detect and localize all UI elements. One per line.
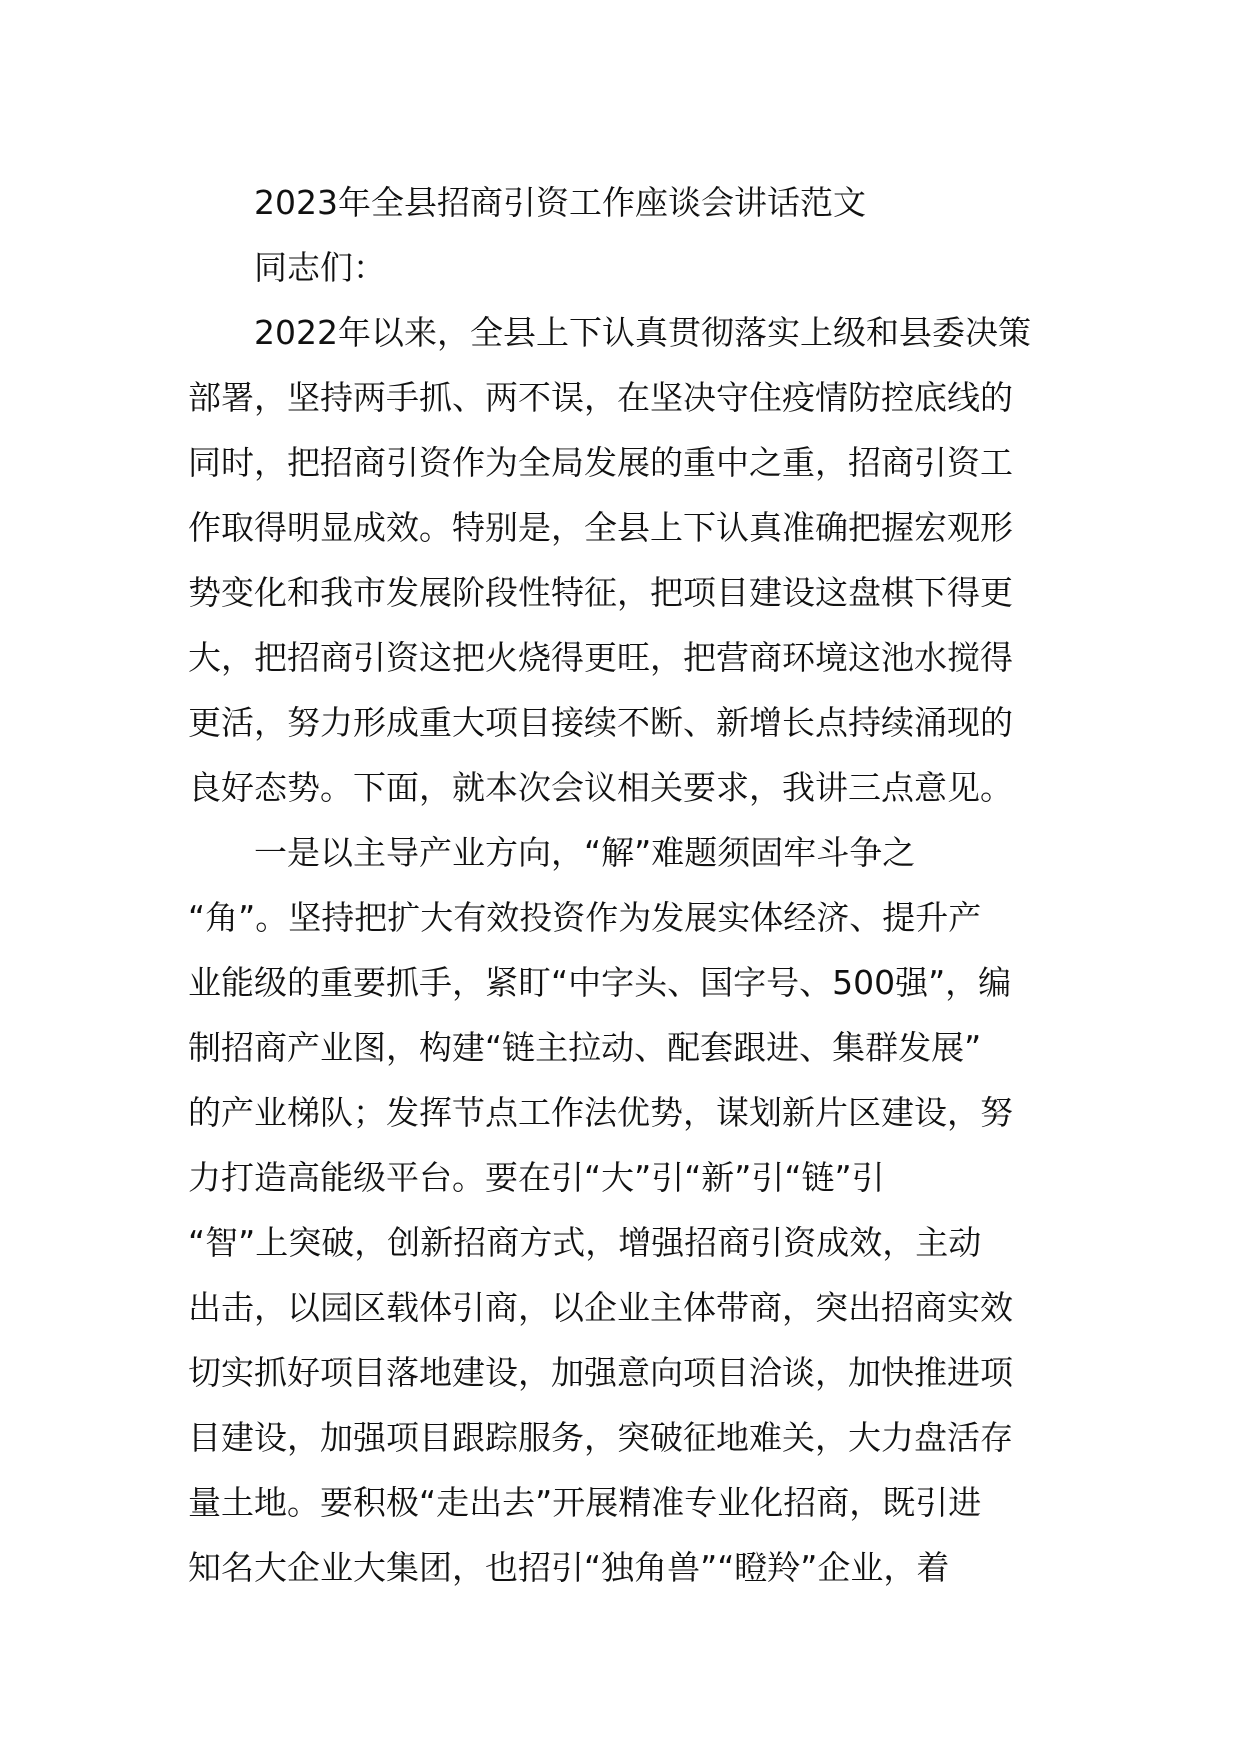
paragraph-line: 力打造高能级平台。要在引“大”引“新”引“链”引 (188, 1158, 885, 1197)
paragraph-line: 2022年以来，全县上下认真贯彻落实上级和县委决策 (254, 313, 1031, 352)
document-body (188, 170, 1058, 1600)
paragraph-line: 作取得明显成效。特别是，全县上下认真准确把握宏观形 (188, 508, 1013, 547)
paragraph-line: 业能级的重要抓手，紧盯“中字头、国字号、500强”，编 (188, 963, 1012, 1002)
paragraph-line: “智”上突破，创新招商方式，增强招商引资成效，主动 (188, 1223, 982, 1262)
paragraph-line: 更活，努力形成重大项目接续不断、新增长点持续涌现的 (188, 703, 1013, 742)
paragraph-line: 出击，以园区载体引商，以企业主体带商，突出招商实效 (188, 1288, 1013, 1327)
salutation: 同志们： (254, 248, 386, 287)
paragraph-line: “角”。坚持把扩大有效投资作为发展实体经济、提升产 (188, 898, 982, 937)
paragraph-line: 的产业梯队；发挥节点工作法优势，谋划新片区建设，努 (188, 1093, 1013, 1132)
paragraph-line: 良好态势。下面，就本次会议相关要求，我讲三点意见。 (188, 768, 1013, 807)
paragraph-line: 制招商产业图，构建“链主拉动、配套跟进、集群发展” (188, 1028, 982, 1067)
paragraph-line: 一是以主导产业方向，“解”难题须固牢斗争之 (254, 833, 916, 872)
paragraph-line: 量土地。要积极“走出去”开展精准专业化招商，既引进 (188, 1483, 982, 1522)
document-title: 2023年全县招商引资工作座谈会讲话范文 (254, 183, 866, 222)
paragraph-line: 大，把招商引资这把火烧得更旺，把营商环境这池水搅得 (188, 638, 1013, 677)
paragraph-line: 知名大企业大集团，也招引“独角兽”“瞪羚”企业，着 (188, 1548, 950, 1587)
paragraph-line: 同时，把招商引资作为全局发展的重中之重，招商引资工 (188, 443, 1013, 482)
paragraph-line: 势变化和我市发展阶段性特征，把项目建设这盘棋下得更 (188, 573, 1013, 612)
paragraph-line: 目建设，加强项目跟踪服务，突破征地难关，大力盘活存 (188, 1418, 1013, 1457)
paragraph-line: 部署，坚持两手抓、两不误，在坚决守住疫情防控底线的 (188, 378, 1013, 417)
paragraph-line: 切实抓好项目落地建设，加强意向项目洽谈，加快推进项 (188, 1353, 1013, 1392)
